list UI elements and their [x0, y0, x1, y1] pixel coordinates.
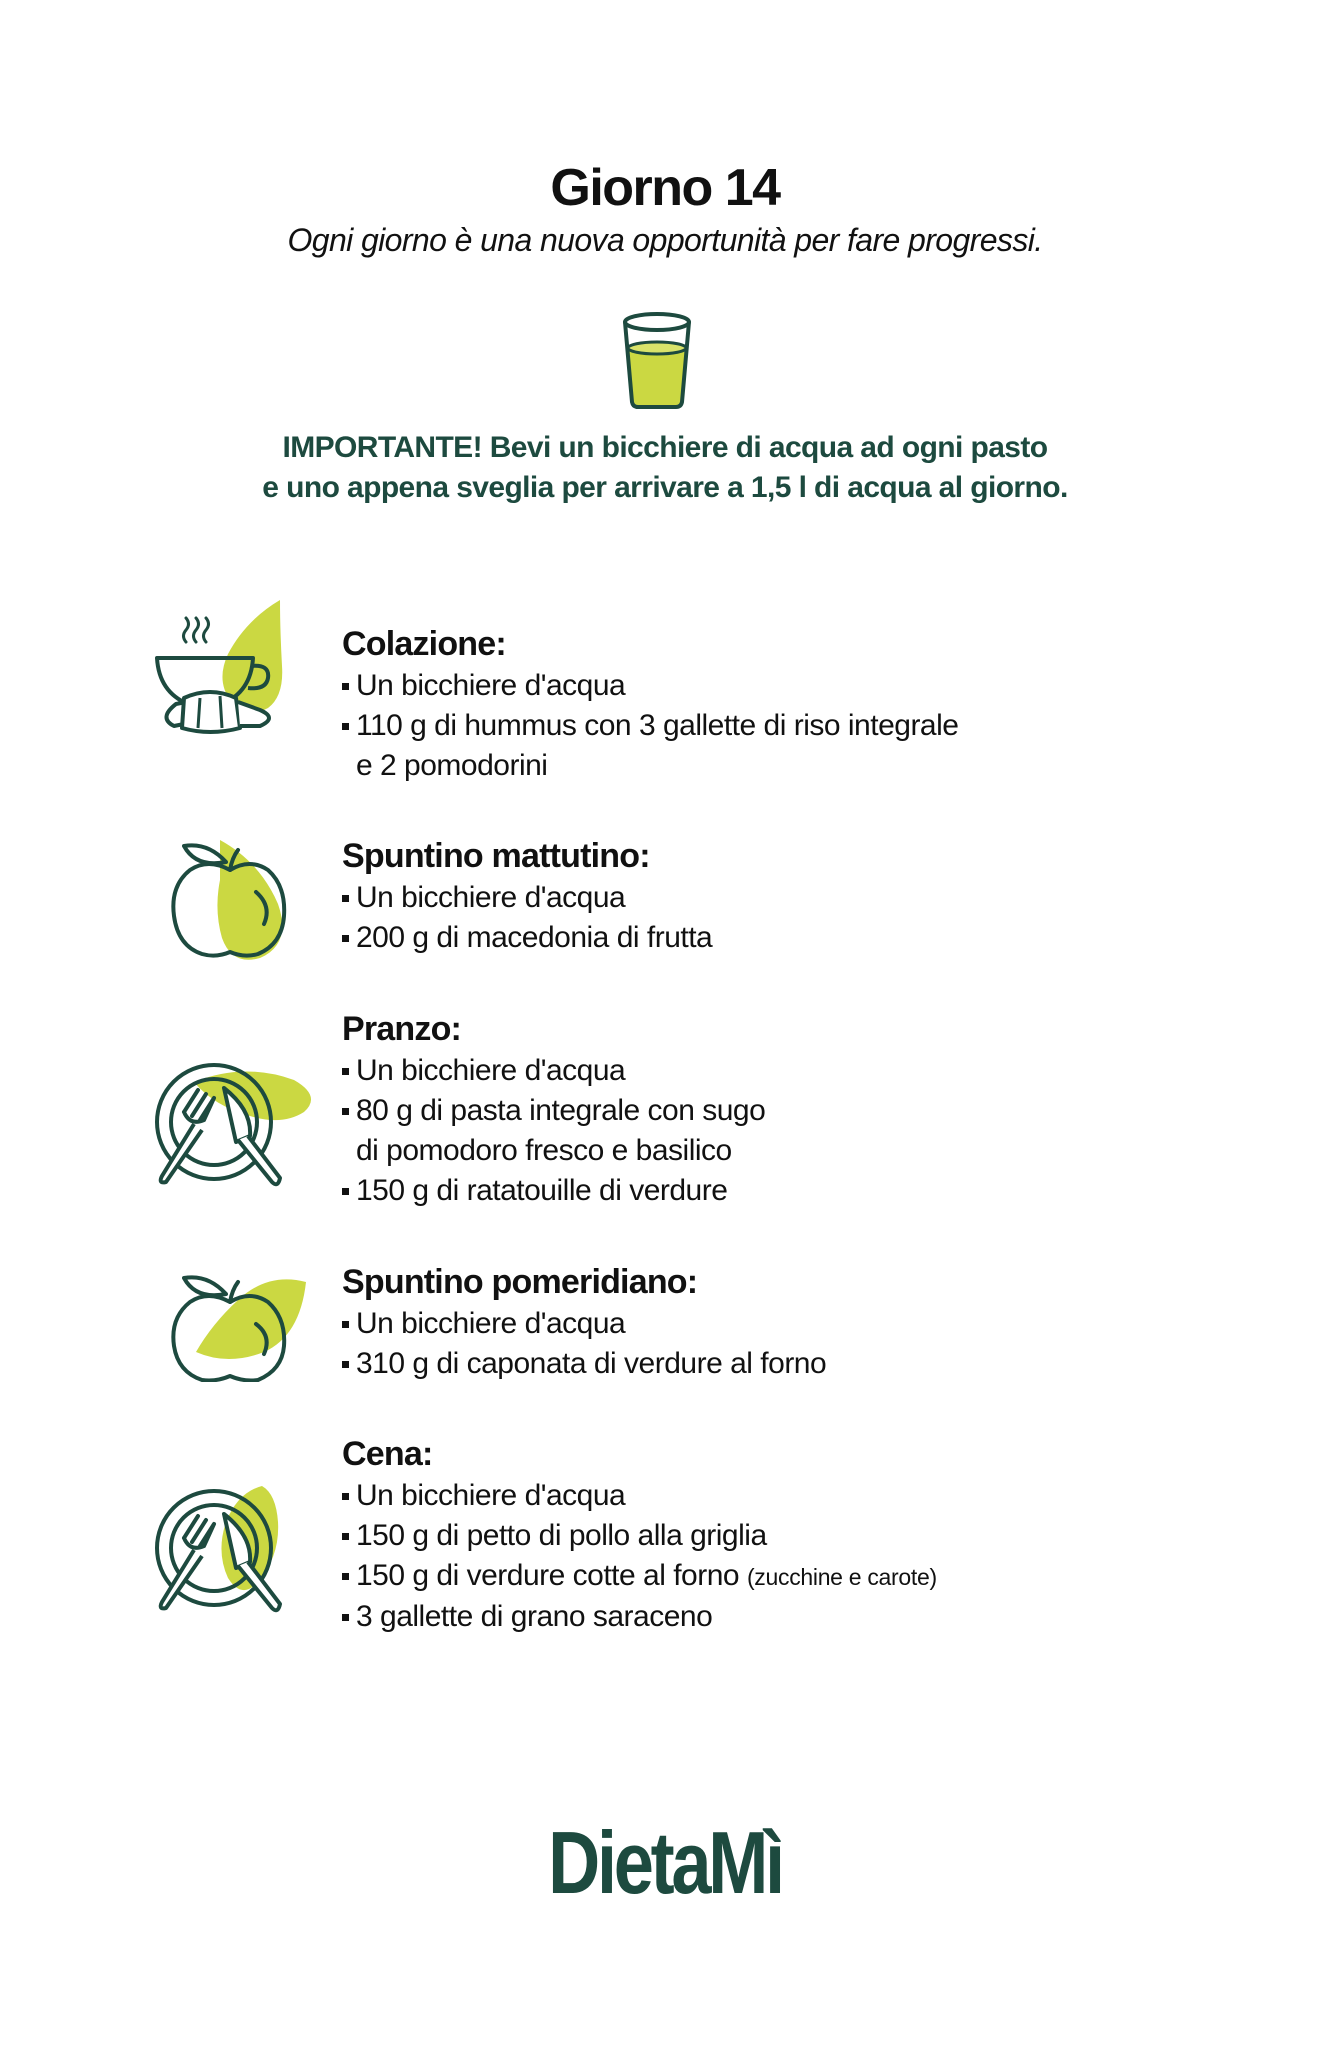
list-item-note: (zucchine e carote) [746, 1564, 937, 1590]
list-item: Un bicchiere d'acqua [342, 666, 1242, 706]
list-item-continuation: di pomodoro fresco e basilico [356, 1134, 732, 1167]
apple-icon [168, 840, 288, 960]
page-subtitle: Ogni giorno è una nuova opportunità per fare progressi. [287, 222, 1043, 258]
meal-title: Pranzo: [342, 1010, 462, 1048]
page-title: Giorno 14 [550, 159, 780, 217]
water-notice [0, 428, 1330, 508]
plate-fork-knife-icon [154, 1486, 294, 1616]
meal-items [342, 666, 1242, 786]
list-item: 150 g di petto di pollo alla griglia [342, 1516, 1242, 1556]
list-item: 310 g di caponata di verdure al forno [342, 1344, 1242, 1384]
meal-items [342, 1051, 1242, 1211]
list-item: Un bicchiere d'acqua [342, 878, 1242, 918]
meal-title: Spuntino pomeridiano: [342, 1263, 698, 1301]
meal-colazione [342, 624, 1242, 786]
meal-items [342, 878, 1242, 958]
meal-title: Colazione: [342, 625, 506, 663]
water-glass-icon [620, 310, 694, 410]
meal-spuntino-pomeridiano [342, 1262, 1242, 1384]
list-item: 3 gallette di grano saraceno [342, 1597, 1242, 1637]
list-item: Un bicchiere d'acqua [342, 1476, 1242, 1516]
meal-title: Cena: [342, 1435, 433, 1473]
meal-pranzo [342, 1009, 1242, 1211]
meal-title: Spuntino mattutino: [342, 837, 650, 875]
meal-items [342, 1476, 1242, 1637]
brand-logo: DietaMì [548, 1813, 782, 1912]
plate-fork-knife-icon [154, 1060, 314, 1190]
list-item: Un bicchiere d'acqua [342, 1051, 1242, 1091]
coffee-croissant-icon [150, 600, 290, 740]
meal-cena [342, 1434, 1242, 1637]
list-item-text: 150 g di verdure cotte al forno [356, 1559, 740, 1592]
meal-spuntino-mattutino [342, 836, 1242, 958]
list-item: Un bicchiere d'acqua [342, 1304, 1242, 1344]
list-item: 200 g di macedonia di frutta [342, 918, 1242, 958]
list-item [342, 1556, 1242, 1597]
list-item-continuation: e 2 pomodorini [356, 749, 548, 782]
water-notice-line-2: e uno appena sveglia per arrivare a 1,5 l di acqua al giorno. [262, 471, 1068, 504]
list-item: 110 g di hummus con 3 gallette di riso integrale [342, 706, 1242, 746]
list-item: 150 g di ratatouille di verdure [342, 1171, 1242, 1211]
meal-items [342, 1304, 1242, 1384]
apple-icon [168, 1272, 308, 1382]
list-item: 80 g di pasta integrale con sugo [342, 1091, 1242, 1131]
water-notice-line-1: IMPORTANTE! Bevi un bicchiere di acqua ad ogni pasto [282, 431, 1048, 464]
